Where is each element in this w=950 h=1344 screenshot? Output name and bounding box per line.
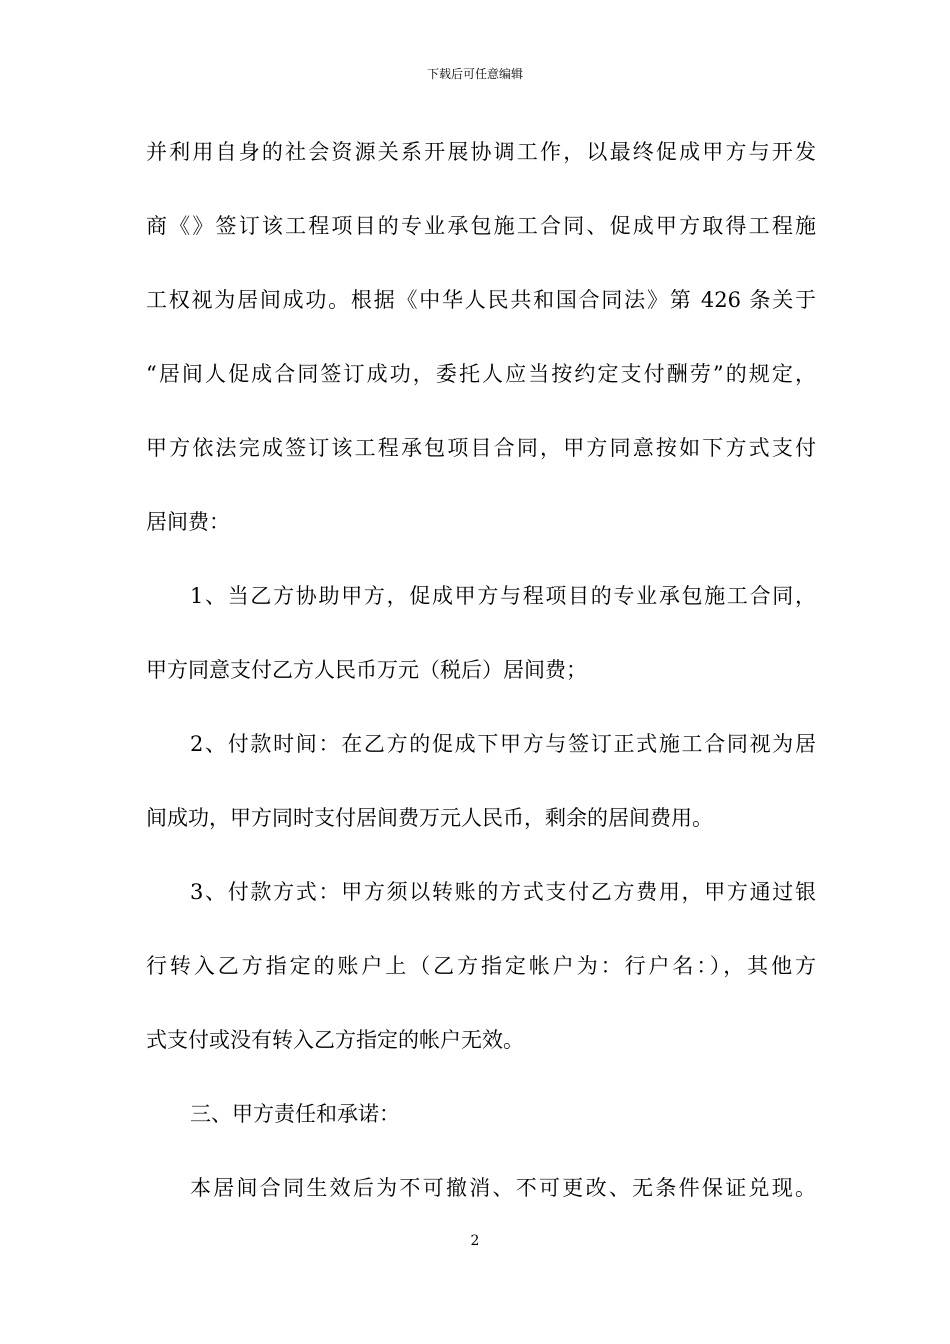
text-line: 式支付或没有转入乙方指定的帐户无效。 [146,1028,524,1052]
text-line: 2、付款时间：在乙方的促成下甲方与签订正式施工合同视为居 [190,732,816,756]
section-heading: 三、甲方责任和承诺： [190,1102,400,1126]
text-line: 居间费： [146,510,230,534]
text-line: 3、付款方式：甲方须以转账的方式支付乙方费用，甲方通过银 [190,880,816,904]
text-line: 甲方依法完成签订该工程承包项目合同，甲方同意按如下方式支付 [146,436,816,460]
text-line: 间成功，甲方同时支付居间费万元人民币，剩余的居间费用。 [146,806,713,830]
text-line: 工权视为居间成功。根据《中华人民共和国合同法》第 426 条关于 [146,288,816,312]
text-line: 并利用自身的社会资源关系开展协调工作，以最终促成甲方与开发 [146,140,816,164]
page-number: 2 [470,1233,480,1249]
text-line: 本居间合同生效后为不可撤消、不可更改、无条件保证兑现。 [190,1176,816,1200]
text-line: 1、当乙方协助甲方，促成甲方与程项目的专业承包施工合同， [190,584,816,608]
text-line: “居间人促成合同签订成功，委托人应当按约定支付酬劳”的规定， [146,362,816,386]
text-line: 商《》签订该工程项目的专业承包施工合同、促成甲方取得工程施 [146,214,816,238]
page-header: 下载后可任意编辑 [426,67,523,81]
text-line: 行转入乙方指定的账户上（乙方指定帐户为：行户名：），其他方 [146,954,816,978]
text-line: 甲方同意支付乙方人民币万元（税后）居间费； [146,658,587,682]
